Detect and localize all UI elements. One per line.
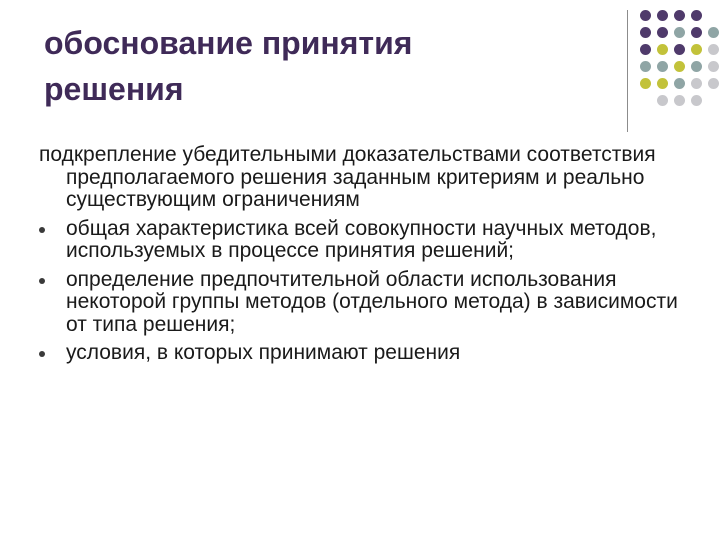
- decor-dot: [674, 44, 685, 55]
- decor-dot: [708, 27, 719, 38]
- decor-dot: [640, 27, 651, 38]
- decor-dot: [691, 61, 702, 72]
- decor-dot: [708, 78, 719, 89]
- decor-dot: [674, 61, 685, 72]
- decor-dot: [674, 10, 685, 21]
- bullet-dot-icon: [39, 351, 45, 357]
- decor-dot: [640, 78, 651, 89]
- title-divider-line: [627, 10, 628, 132]
- decor-dot: [674, 95, 685, 106]
- decor-dot: [640, 44, 651, 55]
- decor-dot: [674, 27, 685, 38]
- decor-dot: [708, 44, 719, 55]
- decor-dot: [691, 10, 702, 21]
- decor-dot: [657, 61, 668, 72]
- list-item-text: условия, в которых принимают решения: [66, 341, 461, 364]
- decor-dot: [657, 44, 668, 55]
- decor-dot: [657, 78, 668, 89]
- decor-dot: [691, 95, 702, 106]
- decor-dot: [691, 44, 702, 55]
- list-item: [39, 269, 699, 337]
- bullet-dot-icon: [39, 278, 45, 284]
- decor-dot: [674, 78, 685, 89]
- decor-dot: [691, 78, 702, 89]
- list-item: [39, 218, 699, 263]
- slide-body: [39, 144, 699, 371]
- list-item-text: общая характеристика всей совокупности научных методов, используемых в процессе принятия решений;: [66, 216, 657, 262]
- decor-dot: [691, 27, 702, 38]
- decor-dot: [640, 61, 651, 72]
- decor-dot: [640, 10, 651, 21]
- list-item: [39, 342, 699, 365]
- decor-dot: [657, 10, 668, 21]
- slide-title-line-2: решения: [44, 71, 184, 107]
- decor-dot: [657, 95, 668, 106]
- decor-dot: [708, 61, 719, 72]
- bullet-dot-icon: [39, 227, 45, 233]
- intro-paragraph: подкрепление убедительными доказательствами соответствия предполагаемого решения заданным критериям и реально существующим ограничениям: [39, 143, 656, 211]
- slide-title-line-1: обоснование принятия: [44, 25, 413, 61]
- decor-dot: [657, 27, 668, 38]
- list-item-text: определение предпочтительной области использования некоторой группы методов (отдельного метода) в зависимости от типа решения;: [66, 267, 678, 336]
- decorative-dot-grid: [640, 10, 720, 120]
- slide-title: [44, 20, 604, 112]
